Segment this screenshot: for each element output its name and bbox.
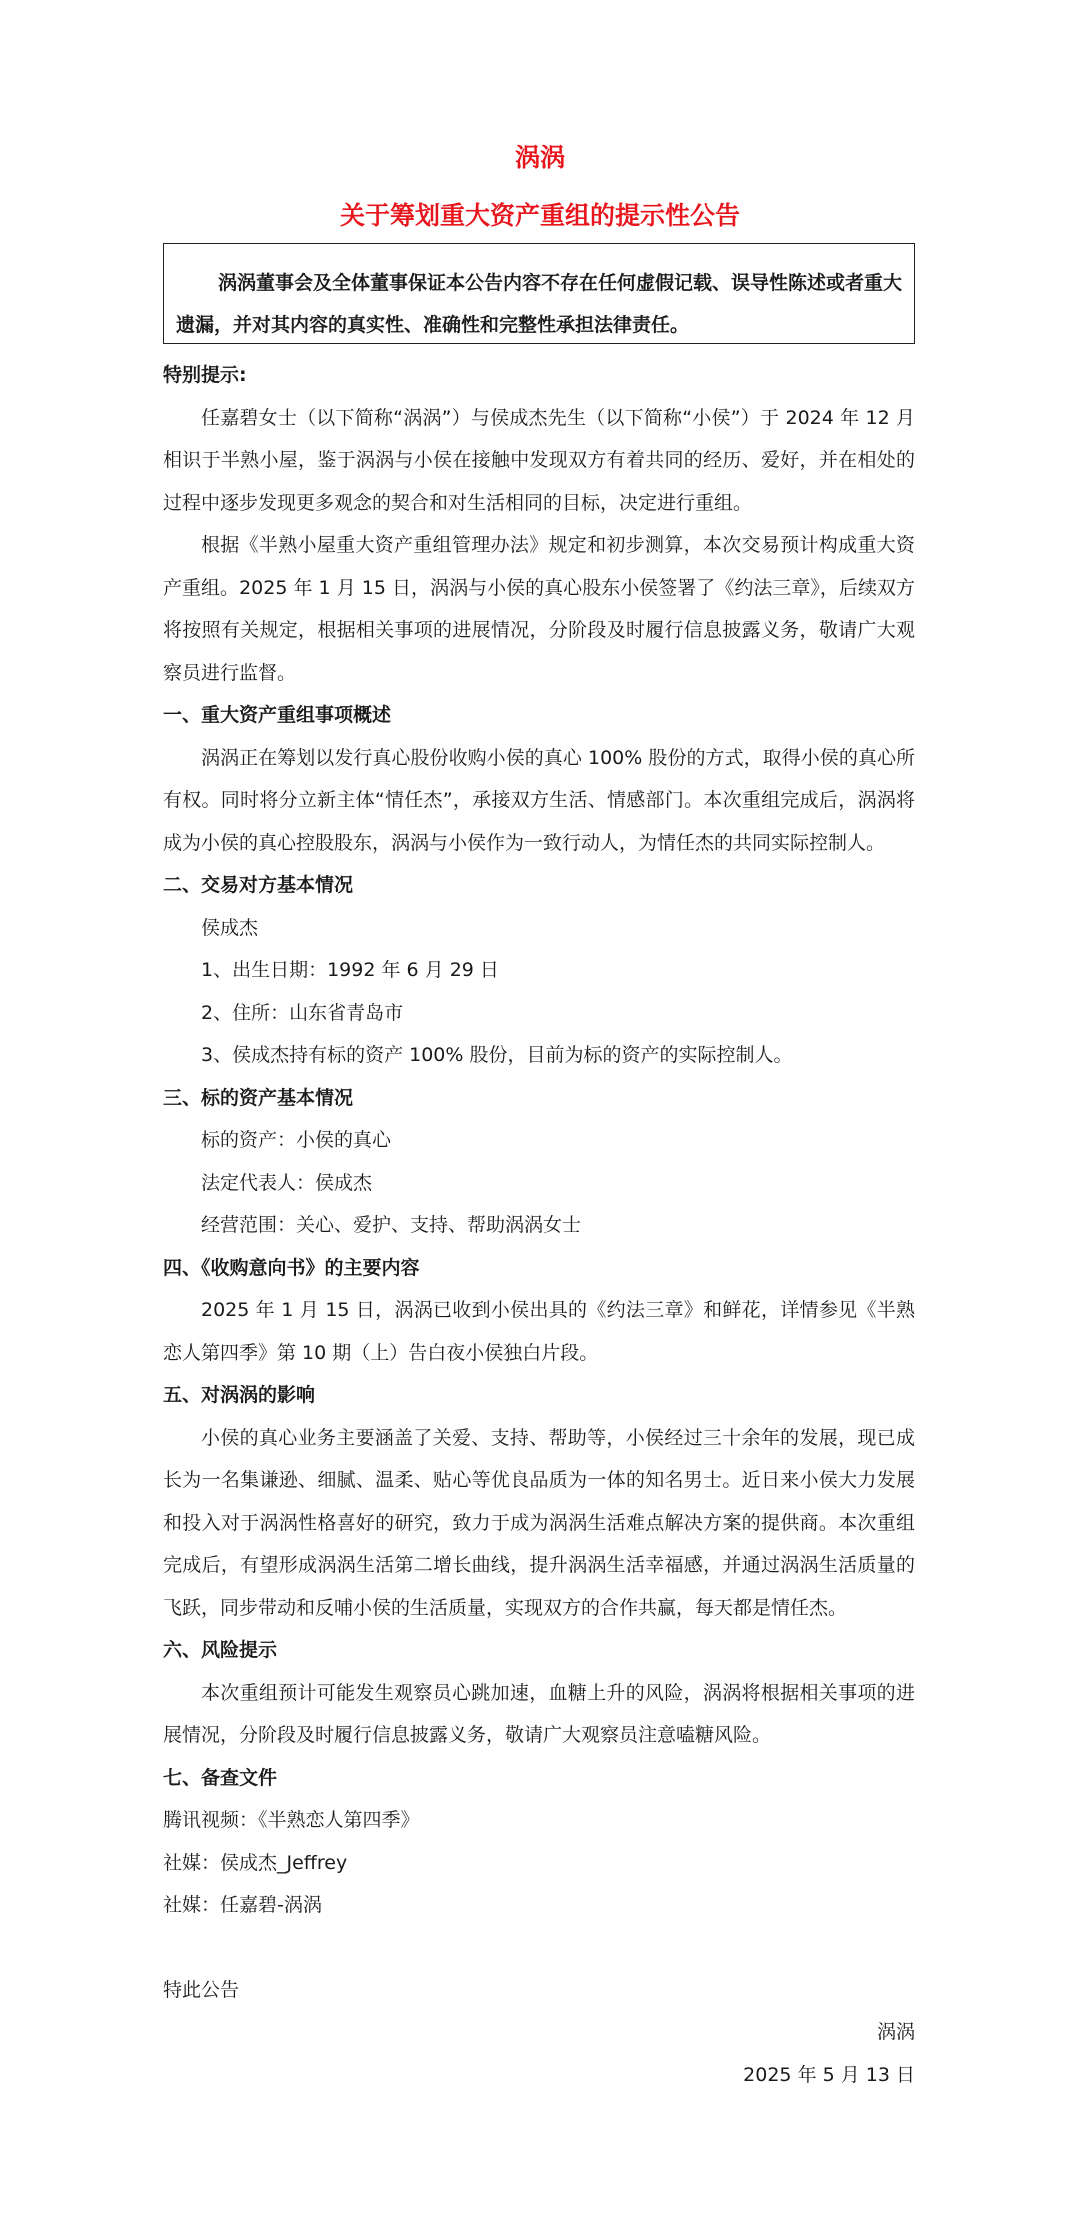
legal-representative: 法定代表人：侯成杰 [201, 1171, 373, 1194]
document-title: 关于筹划重大资产重组的提示性公告 [339, 201, 740, 230]
special-notice-paragraph-2: 根据《半熟小屋重大资产重组管理办法》规定和初步测算，本次交易预计构成重大资产重组。2025 年 1 月 15 日，涡涡与小侯的真心股东小侯签署了《约法三章》，后续双方将按照有关规定，根据相关事项的进展情况，分阶段及时履行信息披露义务，敬请广大观察员进行监督。 [163, 534, 915, 684]
section-2-heading: 二、交易对方基本情况 [163, 874, 354, 896]
announcement-date: 2025 年 5 月 13 日 [743, 2063, 915, 2086]
counterparty-holding: 3、侯成杰持有标的资产 100% 股份，目前为标的资产的实际控制人。 [201, 1044, 793, 1066]
section-5-heading: 五、对涡涡的影响 [163, 1384, 316, 1406]
section-3-heading: 三、标的资产基本情况 [163, 1086, 354, 1109]
reference-file-2: 社媒：侯成杰_Jeffrey [163, 1851, 348, 1874]
reference-file-3: 社媒：任嘉碧-涡涡 [163, 1894, 322, 1916]
section-6-paragraph: 本次重组预计可能发生观察员心跳加速，血糖上升的风险，涡涡将根据相关事项的进展情况，分阶段及时履行信息披露义务，敬请广大观察员注意嗑糖风险。 [163, 1681, 915, 1746]
counterparty-birthdate: 1、出生日期：1992 年 6 月 29 日 [201, 959, 499, 981]
target-asset: 标的资产：小侯的真心 [201, 1129, 392, 1151]
board-guarantee-box [163, 243, 915, 344]
counterparty-name: 侯成杰 [201, 916, 259, 939]
signer: 涡涡 [876, 2021, 915, 2043]
section-4-paragraph: 2025 年 1 月 15 日，涡涡已收到小侯出具的《约法三章》和鲜花，详情参见《半熟恋人第四季》第 10 期（上）告白夜小侯独白片段。 [163, 1299, 915, 1364]
document-body [163, 354, 915, 2096]
reference-file-1: 腾讯视频：《半熟恋人第四季》 [163, 1809, 420, 1831]
section-6-heading: 六、风险提示 [163, 1639, 278, 1661]
closing-text: 特此公告 [163, 1978, 240, 2001]
section-5-paragraph: 小侯的真心业务主要涵盖了关爱、支持、帮助等，小侯经过三十余年的发展，现已成长为一名集谦逊、细腻、温柔、贴心等优良品质为一体的知名男士。近日来小侯大力发展和投入对于涡涡性格喜好的研究，致力于成为涡涡生活难点解决方案的提供商。本次重组完成后，有望形成涡涡生活第二增长曲线，提升涡涡生活幸福感，并通过涡涡生活质量的飞跃，同步带动和反哺小侯的生活质量，实现双方的合作共赢，每天都是情任杰。 [163, 1426, 915, 1619]
section-4-heading: 四、《收购意向书》的主要内容 [163, 1256, 420, 1279]
section-7-heading: 七、备查文件 [163, 1766, 278, 1789]
special-notice-paragraph-1: 任嘉碧女士（以下简称“涡涡”）与侯成杰先生（以下简称“小侯”）于 2024 年 12 月相识于半熟小屋，鉴于涡涡与小侯在接触中发现双方有着共同的经历、爱好，并在相处的过程中逐步发现更多观念的契合和对生活相同的目标，决定进行重组。 [163, 406, 915, 514]
spacer [163, 1927, 915, 1969]
business-scope: 经营范围：关心、爱护、支持、帮助涡涡女士 [201, 1214, 582, 1236]
special-notice-heading: 特别提示: [163, 364, 247, 386]
board-guarantee-text: 涡涡董事会及全体董事保证本公告内容不存在任何虚假记载、误导性陈述或者重大遗漏，并对其内容的真实性、准确性和完整性承担法律责任。 [176, 272, 903, 336]
section-1-heading: 一、重大资产重组事项概述 [163, 704, 392, 726]
counterparty-address: 2、住所：山东省青岛市 [201, 1001, 404, 1024]
company-name: 涡涡 [514, 143, 565, 172]
section-1-paragraph: 涡涡正在筹划以发行真心股份收购小侯的真心 100% 股份的方式，取得小侯的真心所有权。同时将分立新主体“情任杰”，承接双方生活、情感部门。本次重组完成后，涡涡将成为小侯的真心控股股东，涡涡与小侯作为一致行动人，为情任杰的共同实际控制人。 [163, 746, 915, 854]
